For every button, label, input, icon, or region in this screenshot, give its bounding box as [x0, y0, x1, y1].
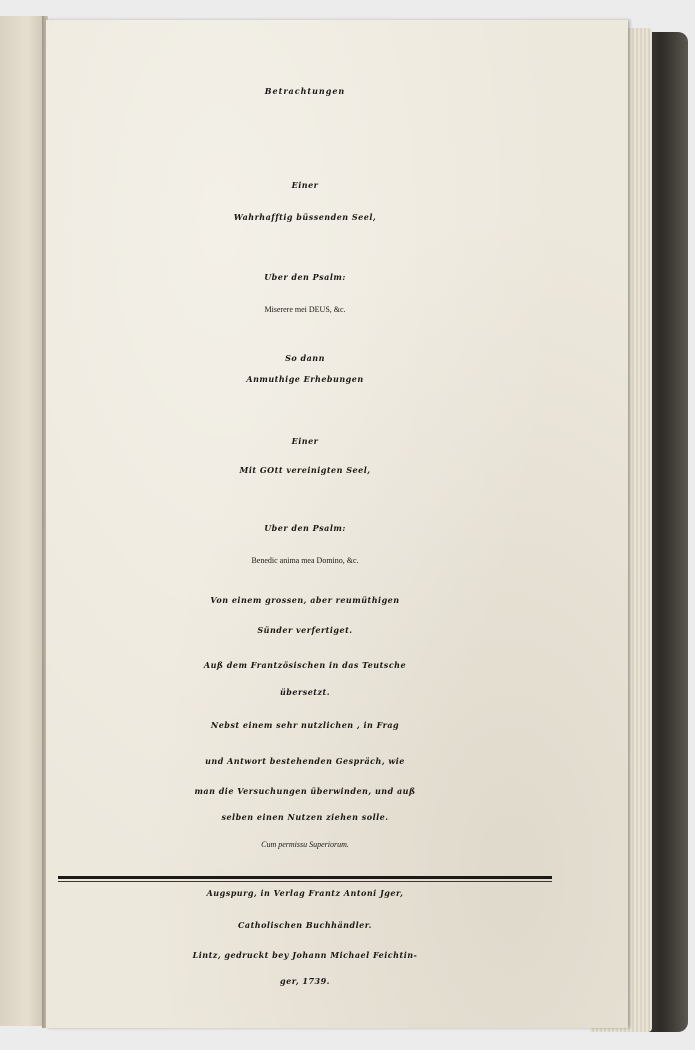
imprint-line: Augspurg, in Verlag Frantz Antoni Jger,: [206, 888, 404, 898]
divider-rule: [58, 881, 552, 882]
title-line: Uber den Psalm:: [264, 523, 346, 533]
latin-psalm-line: Miserere mei DEUS, &c.: [264, 305, 346, 314]
title-line: Einer: [291, 436, 319, 446]
title-page-text-block: [46, 20, 564, 1028]
left-page: [0, 16, 46, 1026]
title-line: Mit GOtt vereinigten Seel,: [239, 465, 371, 475]
secondary-title: Anmuthige Erhebungen: [246, 374, 364, 384]
title-line: So dann: [285, 353, 325, 363]
imprint-line: Lintz, gedruckt bey Johann Michael Feichtin-: [192, 950, 418, 960]
divider-rule: [58, 876, 552, 879]
imprint-line: ger, 1739.: [280, 976, 330, 986]
permission-line: Cum permissu Superiorum.: [261, 840, 349, 849]
title-line: Wahrhafftig büssenden Seel,: [233, 212, 377, 222]
supplement-line: und Antwort bestehenden Gespräch, wie: [205, 756, 405, 766]
title-page: [46, 20, 628, 1028]
latin-psalm-line: Benedic anima mea Domino, &c.: [251, 556, 359, 565]
translation-line: Auß dem Frantzösischen in das Teutsche: [203, 660, 407, 670]
title-line: Uber den Psalm:: [264, 272, 346, 282]
translation-line: übersetzt.: [279, 687, 331, 697]
author-line: Von einem grossen, aber reumüthigen: [210, 595, 400, 605]
supplement-line: Nebst einem sehr nutzlichen , in Frag: [210, 720, 400, 730]
main-title: Betrachtungen: [264, 86, 346, 96]
supplement-line: man die Versuchungen überwinden, und auß: [194, 786, 416, 796]
title-line: Einer: [291, 180, 319, 190]
imprint-line: Catholischen Buchhändler.: [238, 920, 372, 930]
supplement-line: selben einen Nutzen ziehen solle.: [221, 812, 389, 822]
author-line: Sünder verfertiget.: [257, 625, 353, 635]
